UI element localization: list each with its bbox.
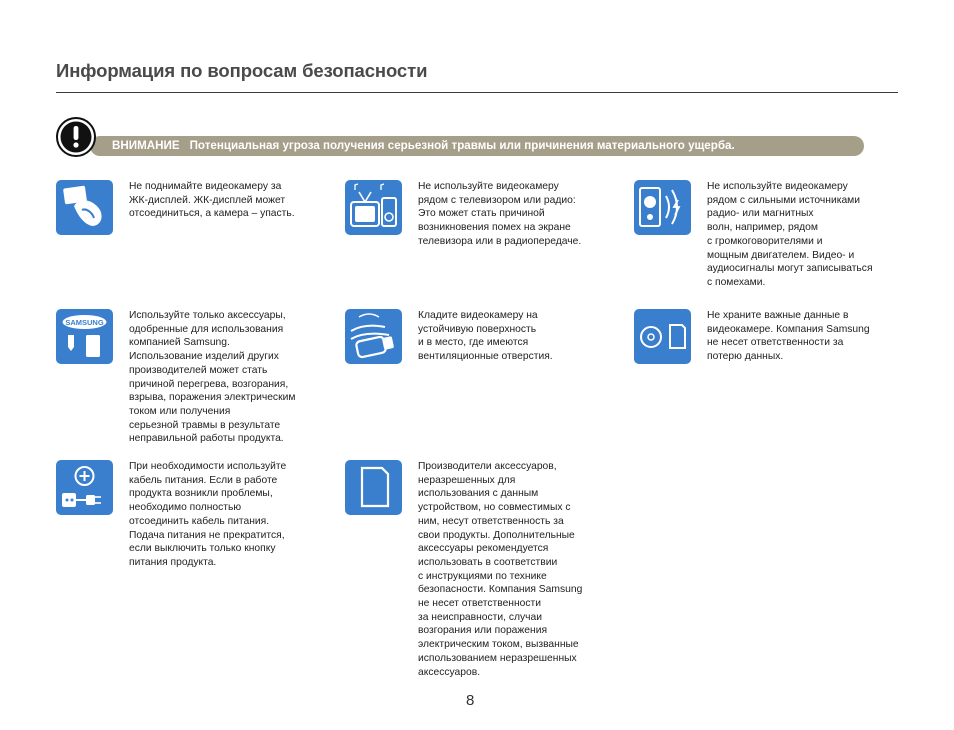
item-text-data-storage: Не храните важные данные в видеокамере. Компания Samsung не несет ответственности за потерю данных. (707, 310, 870, 363)
tv-radio-icon (345, 180, 402, 237)
power-cable-icon (56, 460, 113, 517)
samsung-logo-text: SAMSUNG (65, 318, 104, 327)
disc-memory-card-icon (634, 309, 691, 366)
item-text-accessories: Используйте только аксессуары, одобренные для использования компанией Samsung. Использование изделий других производителей может стать причиной перегрева, возгорания, взрыва, поражения электрическим током или получения серьезной травмы в результате неправильной работы продукта. (129, 310, 296, 445)
item-text-speaker: Не используйте видеокамеру рядом с сильными источниками радио- или магнитных волн, например, рядом с громкоговорителями и мощным двигателем. Видео- и аудиосигналы могут записываться с помехами. (707, 181, 873, 288)
page-title: Информация по вопросам безопасности (56, 60, 428, 81)
item-text-stable-surface: Кладите видеокамеру на устойчивую поверхность и в место, где имеются вентиляционные отверстия. (418, 310, 553, 363)
exclamation-icon (56, 117, 96, 157)
page-number: 8 (466, 692, 475, 709)
item-text-power-cable: При необходимости используйте кабель питания. Если в работе продукта возникли проблемы, необходимо полностью отсоединить кабель питания. Подача питания не прекратится, если выключить только кнопку питания продукта. (129, 461, 287, 568)
title-divider (56, 92, 898, 93)
item-text-lcd-lift: Не поднимайте видеокамеру за ЖК-дисплей. ЖК-дисплей может отсоединиться, а камера – упасть. (129, 181, 295, 220)
item-text-unapproved-accessories: Производители аксессуаров, неразрешенных для использования с данным устройством, но совместимых с ним, несут ответственность за свои продукты. Дополнительные аксессуары рекомендуется использовать в соответствии с инструкциями по технике безопасности. Компания Samsung не несет ответственности за неисправности, случаи возгорания или поражения электрическим током, вызванные использованием неразрешенных аксессуаров. (418, 461, 583, 678)
warning-text: Потенциальная угроза получения серьезной травмы или причинения материального ущерба. (189, 139, 735, 152)
camcorder-stable-surface-icon (345, 309, 402, 366)
item-text-tv-radio: Не используйте видеокамеру рядом с телевизором или радио: Это может стать причиной возникновения помех на экране телевизора или в радиопередаче. (418, 181, 582, 247)
warning-banner (90, 136, 864, 156)
samsung-accessories-icon (56, 309, 113, 366)
hand-lcd-lift-icon (56, 180, 113, 237)
memory-card-icon (345, 460, 402, 517)
speaker-interference-icon (634, 180, 691, 237)
warning-label: ВНИМАНИЕ (112, 139, 180, 152)
